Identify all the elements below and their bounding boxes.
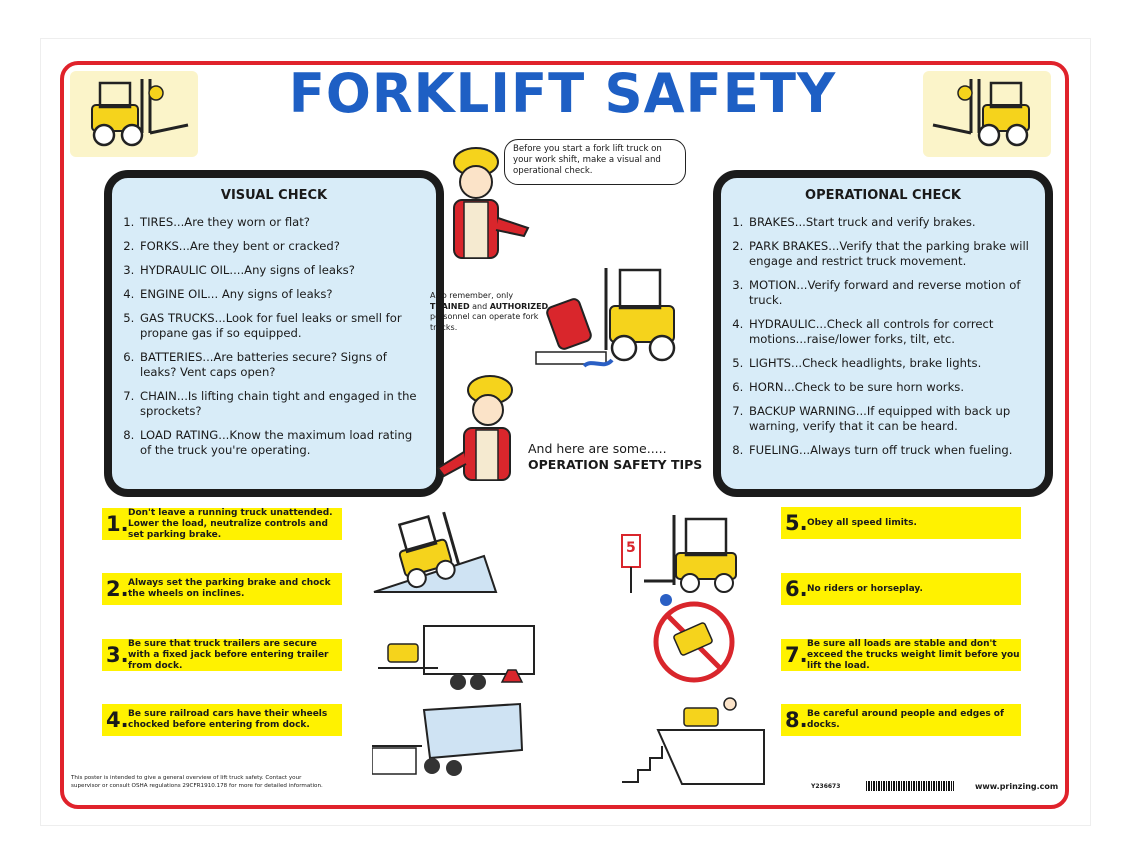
corner-forklift-left: [70, 71, 198, 157]
list-item: 7. CHAIN...Is lifting chain tight and engaged in the sprockets?: [138, 389, 424, 419]
worker-pointing-icon: [430, 372, 526, 482]
tip-number: 4.: [106, 708, 129, 732]
list-item: 1. TIRES...Are they worn or flat?: [138, 215, 424, 230]
visual-check-panel: [104, 170, 444, 497]
tip-text: Be sure railroad cars have their wheels chocked before entering from dock.: [128, 709, 328, 730]
list-item: 8. FUELING...Always turn off truck when fueling.: [747, 443, 1033, 458]
tips-intro: And here are some.....: [528, 441, 667, 456]
tip-number: 3.: [106, 643, 129, 667]
tip-7: [781, 639, 1021, 671]
list-item: 3. MOTION...Verify forward and reverse motion of truck.: [747, 278, 1033, 308]
note-authorized: AUTHORIZED: [489, 301, 549, 311]
list-item: 6. BATTERIES...Are batteries secure? Signs of leaks? Vent caps open?: [138, 350, 424, 380]
operational-check-list: [733, 215, 1033, 458]
forklift-icon: [923, 71, 1051, 157]
tip-2: [102, 573, 342, 605]
list-item: 8. LOAD RATING...Know the maximum load rating of the truck you're operating.: [138, 428, 424, 458]
tip-text: Obey all speed limits.: [807, 517, 917, 528]
list-item: 5. GAS TRUCKS...Look for fuel leaks or smell for propane gas if so equipped.: [138, 311, 424, 341]
tip-number: 2.: [106, 577, 129, 601]
no-horseplay-icon: [646, 592, 748, 684]
list-item: 4. HYDRAULIC...Check all controls for correct motions...raise/lower forks, tilt, etc.: [747, 317, 1033, 347]
list-item: 3. HYDRAULIC OIL....Any signs of leaks?: [138, 263, 424, 278]
dock-edge-icon: [618, 690, 768, 788]
barcode: [866, 781, 954, 791]
truck-trailer-icon: [378, 622, 538, 696]
tip-number: 8.: [785, 708, 808, 732]
tips-title: OPERATION SAFETY TIPS: [528, 457, 703, 472]
list-item: 1. BRAKES...Start truck and verify brakes.: [747, 215, 1033, 230]
tip-1: [102, 508, 342, 540]
note-trained: TRAINED: [430, 301, 470, 311]
website: www.prinzing.com: [975, 782, 1059, 791]
list-item: 2. FORKS...Are they bent or cracked?: [138, 239, 424, 254]
tip-number: 7.: [785, 643, 808, 667]
railroad-car-icon: [372, 700, 532, 780]
footnote: This poster is intended to give a general overview of lift truck safety. Contact your supervisor or consult OSHA regulations 29CFR1910.178 for more for detailed information.: [71, 775, 323, 789]
tip-text: Be sure all loads are stable and don't exceed the trucks weight limit before you lift the load.: [807, 638, 1020, 671]
operational-check-panel: [713, 170, 1053, 497]
list-item: 2. PARK BRAKES...Verify that the parking brake will engage and restrict truck movement.: [747, 239, 1033, 269]
tip-text: Don't leave a running truck unattended. Lower the load, neutralize controls and set parking brake.: [128, 507, 333, 540]
poster-title: FORKLIFT SAFETY: [288, 62, 837, 125]
tip-number: 5.: [785, 511, 808, 535]
note-suffix: personnel can operate fork trucks.: [430, 312, 539, 332]
note-prefix: Also remember, only: [430, 291, 514, 300]
list-item: 6. HORN...Check to be sure horn works.: [747, 380, 1033, 395]
tip-4: [102, 704, 342, 736]
list-item: 5. LIGHTS...Check headlights, brake lights.: [747, 356, 1033, 371]
forklift-accident-icon: [532, 262, 702, 382]
tip-number: 1.: [106, 512, 129, 536]
visual-check-list: [124, 215, 424, 458]
operational-check-heading: OPERATIONAL CHECK: [805, 188, 961, 203]
forklift-on-incline-icon: [372, 508, 500, 596]
product-code: Y236673: [811, 783, 841, 790]
corner-forklift-right: [923, 71, 1051, 157]
tip-6: [781, 573, 1021, 605]
tip-5: [781, 507, 1021, 539]
list-item: 7. BACKUP WARNING...If equipped with back up warning, verify that it can be heard.: [747, 404, 1033, 434]
speed-limit-sign: 5: [626, 540, 636, 556]
tip-text: Be careful around people and edges of docks.: [807, 709, 1004, 730]
speech-bubble: Before you start a fork lift truck on your work shift, make a visual and operational check.: [504, 139, 686, 185]
forklift-icon: [70, 71, 198, 157]
tip-text: Always set the parking brake and chock the wheels on inclines.: [128, 578, 331, 599]
visual-check-heading: VISUAL CHECK: [220, 188, 328, 203]
list-item: 4. ENGINE OIL... Any signs of leaks?: [138, 287, 424, 302]
forklift-speed-limit-icon: [618, 505, 758, 597]
tip-number: 6.: [785, 577, 808, 601]
note-and: and: [469, 301, 490, 311]
tip-text: Be sure that truck trailers are secure with a fixed jack before entering trailer from dock.: [128, 638, 329, 671]
tip-8: [781, 704, 1021, 736]
tip-3: [102, 639, 342, 671]
tip-text: No riders or horseplay.: [807, 583, 923, 594]
